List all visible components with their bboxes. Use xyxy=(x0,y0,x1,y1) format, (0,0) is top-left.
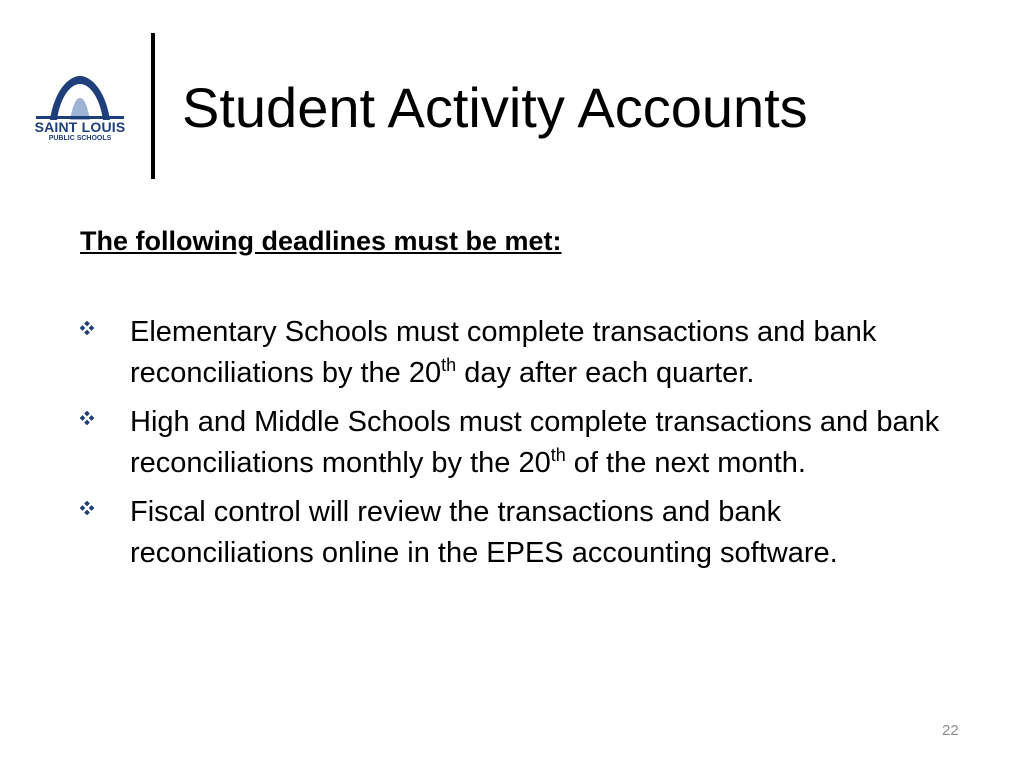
bullet-list xyxy=(80,312,960,582)
bullet-text-continued: day after each quarter. xyxy=(456,356,755,389)
bullet-text: High and Middle Schools must complete transactions and bank reconciliations monthly by the 20 xyxy=(130,406,940,479)
saint-louis-public-schools-logo xyxy=(28,72,132,150)
diamond-bullet-icon xyxy=(80,321,94,335)
bullet-text: Elementary Schools must complete transactions and bank reconciliations by the 20 xyxy=(130,316,877,389)
bullet-superscript: th xyxy=(550,444,566,465)
bullet-item xyxy=(80,492,960,573)
slide-subheading: The following deadlines must be met: xyxy=(80,226,562,256)
title-divider xyxy=(151,33,155,179)
bullet-text-continued: of the next month. xyxy=(565,446,806,479)
bullet-item xyxy=(80,402,960,483)
diamond-bullet-icon xyxy=(80,411,94,425)
arch-icon xyxy=(28,72,132,122)
bullet-text: Fiscal control will review the transactions and bank reconciliations online in the EPES accounting software. xyxy=(130,496,838,569)
logo-subtitle: PUBLIC SCHOOLS xyxy=(48,135,112,142)
page-number: 22 xyxy=(942,722,959,739)
slide-title: Student Activity Accounts xyxy=(182,76,808,139)
logo-name: SAINT LOUIS xyxy=(34,119,126,135)
diamond-bullet-icon xyxy=(80,501,94,515)
bullet-superscript: th xyxy=(441,354,457,375)
bullet-item xyxy=(80,312,960,393)
